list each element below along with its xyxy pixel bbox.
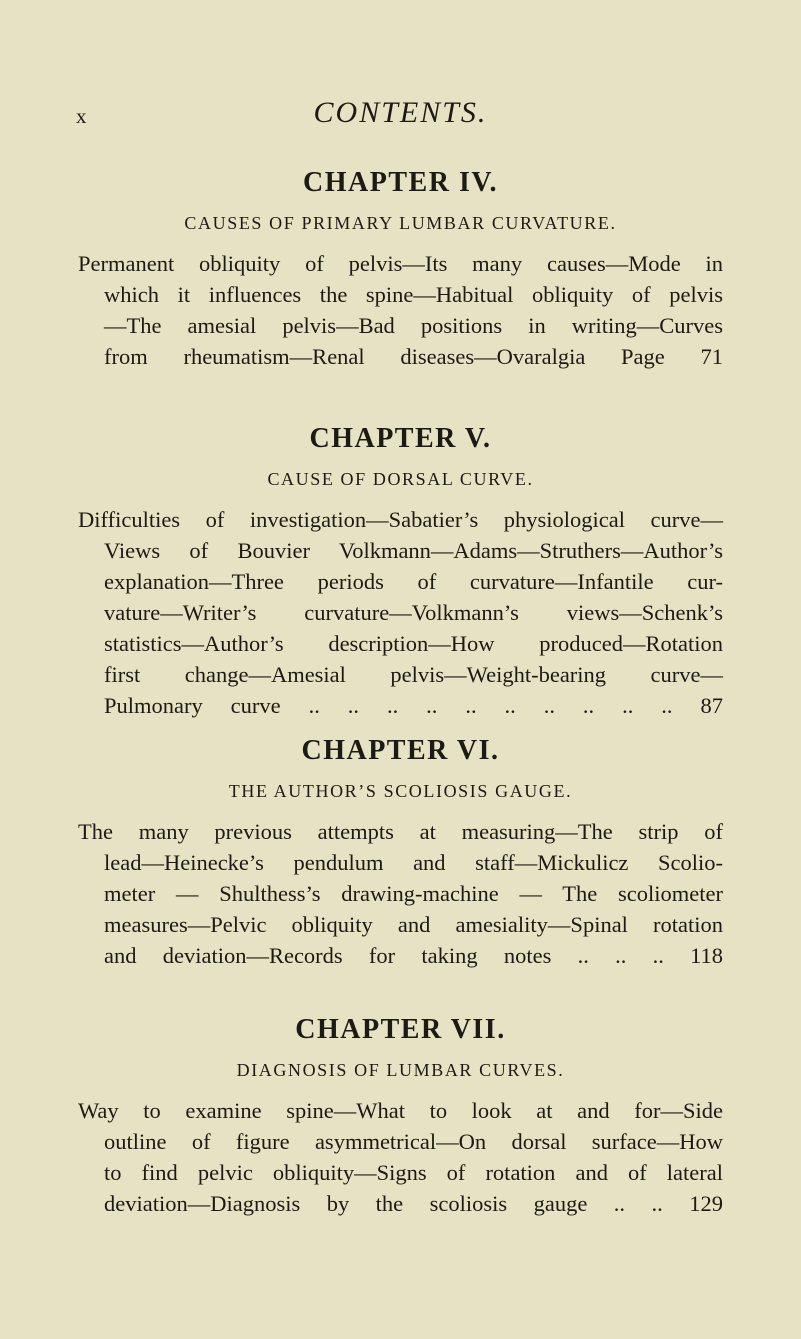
summary-line: first change—Amesial pelvis—Weight-bearing curve— — [104, 662, 723, 687]
summary-line: statistics—Author’s description—How produced—Rotation — [104, 631, 723, 656]
summary-line: from rheumatism—Renal diseases—Ovaralgia Page 71 — [104, 344, 723, 369]
summary-line: —The amesial pelvis—Bad positions in writing—Curves — [104, 313, 723, 338]
page-number: x — [76, 104, 88, 128]
chapter-title: CHAPTER VI. — [301, 735, 500, 766]
chapter-summary — [78, 816, 723, 971]
summary-line: Difficulties of investigation—Sabatier’s physiological curve— — [78, 507, 723, 532]
chapter-summary — [78, 504, 723, 721]
summary-line: outline of figure asymmetrical—On dorsal surface—How — [104, 1129, 723, 1154]
summary-line: measures—Pelvic obliquity and amesiality—Spinal rotation — [104, 912, 723, 937]
summary-line: to find pelvic obliquity—Signs of rotation and of lateral — [104, 1160, 723, 1185]
chapter-subtitle: CAUSE OF DORSAL CURVE. — [267, 469, 534, 489]
summary-line: Pulmonary curve .. .. .. .. .. .. .. .. .. .. 87 — [104, 693, 723, 718]
chapter-summary — [78, 248, 723, 372]
summary-line: The many previous attempts at measuring—The strip of — [78, 819, 723, 844]
chapter-subtitle: DIAGNOSIS OF LUMBAR CURVES. — [236, 1060, 565, 1080]
summary-line: Way to examine spine—What to look at and for—Side — [78, 1098, 723, 1123]
summary-line: lead—Heinecke’s pendulum and staff—Mickulicz Scolio- — [104, 850, 723, 875]
chapter-title: CHAPTER V. — [309, 423, 492, 454]
chapter-subtitle: THE AUTHOR’S SCOLIOSIS GAUGE. — [228, 781, 573, 801]
summary-line: vature—Writer’s curvature—Volkmann’s views—Schenk’s — [104, 600, 723, 625]
chapter-title: CHAPTER IV. — [303, 167, 498, 198]
summary-line: explanation—Three periods of curvature—Infantile cur- — [104, 569, 723, 594]
chapter-summary — [78, 1095, 723, 1219]
running-head: CONTENTS. — [313, 96, 488, 129]
chapter-vi — [78, 734, 723, 971]
summary-line: Permanent obliquity of pelvis—Its many causes—Mode in — [78, 251, 723, 276]
summary-line: and deviation—Records for taking notes .. .. .. 118 — [104, 943, 723, 968]
chapter-iv — [78, 166, 723, 372]
summary-line: Views of Bouvier Volkmann—Adams—Struthers—Author’s — [104, 538, 723, 563]
summary-line: which it influences the spine—Habitual obliquity of pelvis — [104, 282, 723, 307]
chapter-v — [78, 422, 723, 721]
chapter-subtitle: CAUSES OF PRIMARY LUMBAR CURVATURE. — [184, 213, 617, 233]
summary-line: deviation—Diagnosis by the scoliosis gauge .. .. 129 — [104, 1191, 723, 1216]
chapter-title: CHAPTER VII. — [295, 1014, 506, 1045]
chapter-vii — [78, 1013, 723, 1219]
summary-line: meter — Shulthess’s drawing-machine — The scoliometer — [104, 881, 723, 906]
